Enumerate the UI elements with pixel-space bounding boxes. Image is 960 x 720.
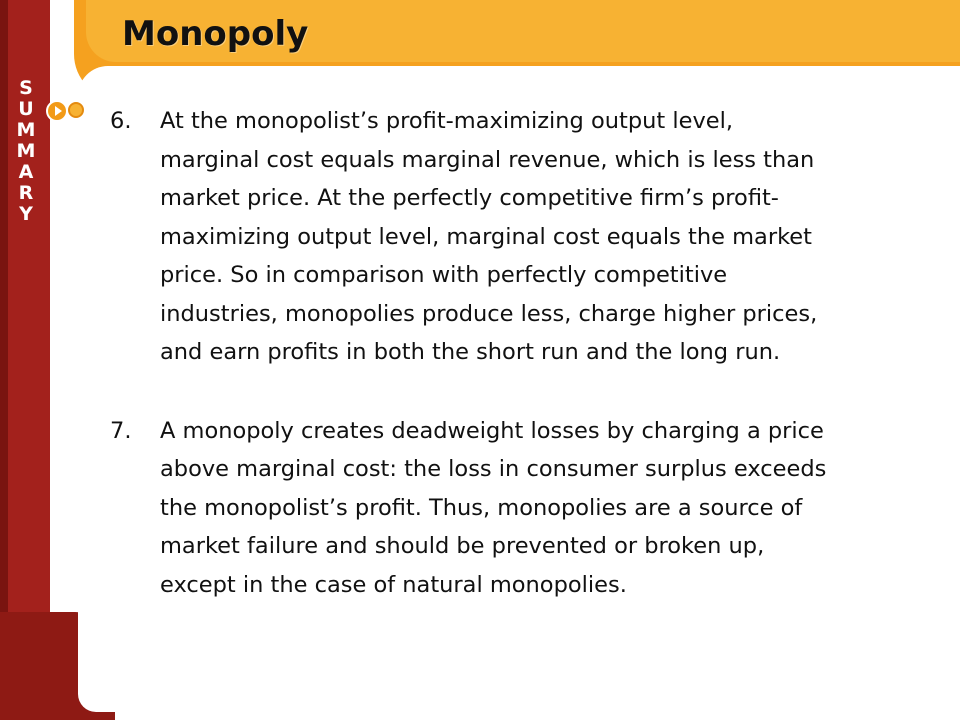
item-text <box>160 102 930 372</box>
text-line: except in the case of natural monopolies. <box>160 571 627 598</box>
summary-vertical-label <box>8 78 44 225</box>
summary-letter: A <box>18 161 34 183</box>
text-line: above marginal cost: the loss in consumer surplus exceeds <box>160 456 827 482</box>
arrow-bullet-icon <box>46 100 68 122</box>
text-line: price. So in comparison with perfectly competitive <box>160 262 728 288</box>
summary-letter: R <box>18 182 34 204</box>
slide-title: Monopoly <box>122 14 309 54</box>
text-line: the monopolist’s profit. Thus, monopolies are a source of <box>160 494 803 521</box>
text-line: maximizing output level, marginal cost equals the market <box>160 223 812 250</box>
item-number: 6. <box>110 108 132 134</box>
text-line: market failure and should be prevented or broken up, <box>160 533 765 559</box>
summary-letter: S <box>19 77 33 99</box>
list-item <box>110 102 930 372</box>
text-line: At the monopolist’s profit-maximizing output level, <box>160 108 734 134</box>
summary-letter: Y <box>19 203 33 225</box>
item-number: 7. <box>110 417 132 444</box>
summary-letter: U <box>18 98 34 120</box>
text-line: market price. At the perfectly competitive firm’s profit- <box>160 185 779 211</box>
item-text <box>160 412 930 605</box>
text-line: and earn profits in both the short run and the long run. <box>160 339 781 365</box>
text-line: A monopoly creates deadweight losses by charging a price <box>160 417 824 444</box>
summary-list <box>110 102 930 604</box>
text-line: industries, monopolies produce less, charge higher prices, <box>160 300 818 327</box>
dot-bullet-icon <box>68 102 84 118</box>
text-line: marginal cost equals marginal revenue, which is less than <box>160 146 815 173</box>
summary-letter: M <box>16 140 36 162</box>
list-item <box>110 412 930 605</box>
summary-letter: M <box>16 119 36 141</box>
